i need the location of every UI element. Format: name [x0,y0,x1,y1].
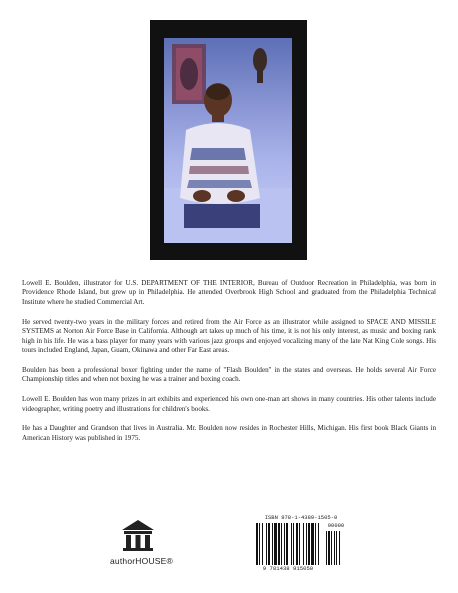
bio-paragraph: Lowell E. Boulden has won many prizes in art exhibits and experienced his own one-man art shows in many countries. His other talents include videographer, writing poetry and illustrations for children's books. [22,395,436,413]
isbn-barcode [254,514,348,574]
bio-paragraph: Lowell E. Boulden, illustrator for U.S. DEPARTMENT OF THE INTERIOR, Bureau of Outdoor Recreation in Philadelphia, was born in Providence Rhode Island, but grew up in Philadelphia. He attended Overbrook High School and graduated from the Philadelphia Technical Institute where he studied Commercial Art. [22,279,436,306]
bio-paragraph: Boulden has been a professional boxer fighting under the name of "Flash Boulden" in the states and overseas. He holds several Air Force Championship titles and when not boxing he was a trainer and boxing coach. [22,365,436,384]
bio-paragraph: He has a Daughter and Grandson that lives in Australia. Mr. Boulden now resides in Rochester Hills, Michigan. His first book Black Giants in American History was published in 1975. [22,424,436,442]
isbn-label: ISBN 978-1-4389-1505-0 [264,514,338,521]
barcode-digits: 9 781438 915050 [262,565,314,572]
price-code: 90000 [327,522,345,529]
publisher-name: authorHOUSE® [110,556,173,566]
author-bio [22,279,436,454]
bio-paragraph: He served twenty-two years in the military forces and retired from the Air Force as an illustrator while assigned to SPACE AND MISSILE SYSTEMS at Norton Air Force Base in California. Although art takes up much of his time, it is not his only interest, as music and boxing rank high in his life. He was a bass player for many years with various jazz groups and enjoyed vocalizing many of the late Nat King Cole songs. His tours included England, Japan, Guam, Okinawa and other Far East areas. [22,317,436,354]
author-photo [164,38,292,243]
author-photo-frame [150,20,307,260]
authorhouse-logo-icon [110,518,170,578]
